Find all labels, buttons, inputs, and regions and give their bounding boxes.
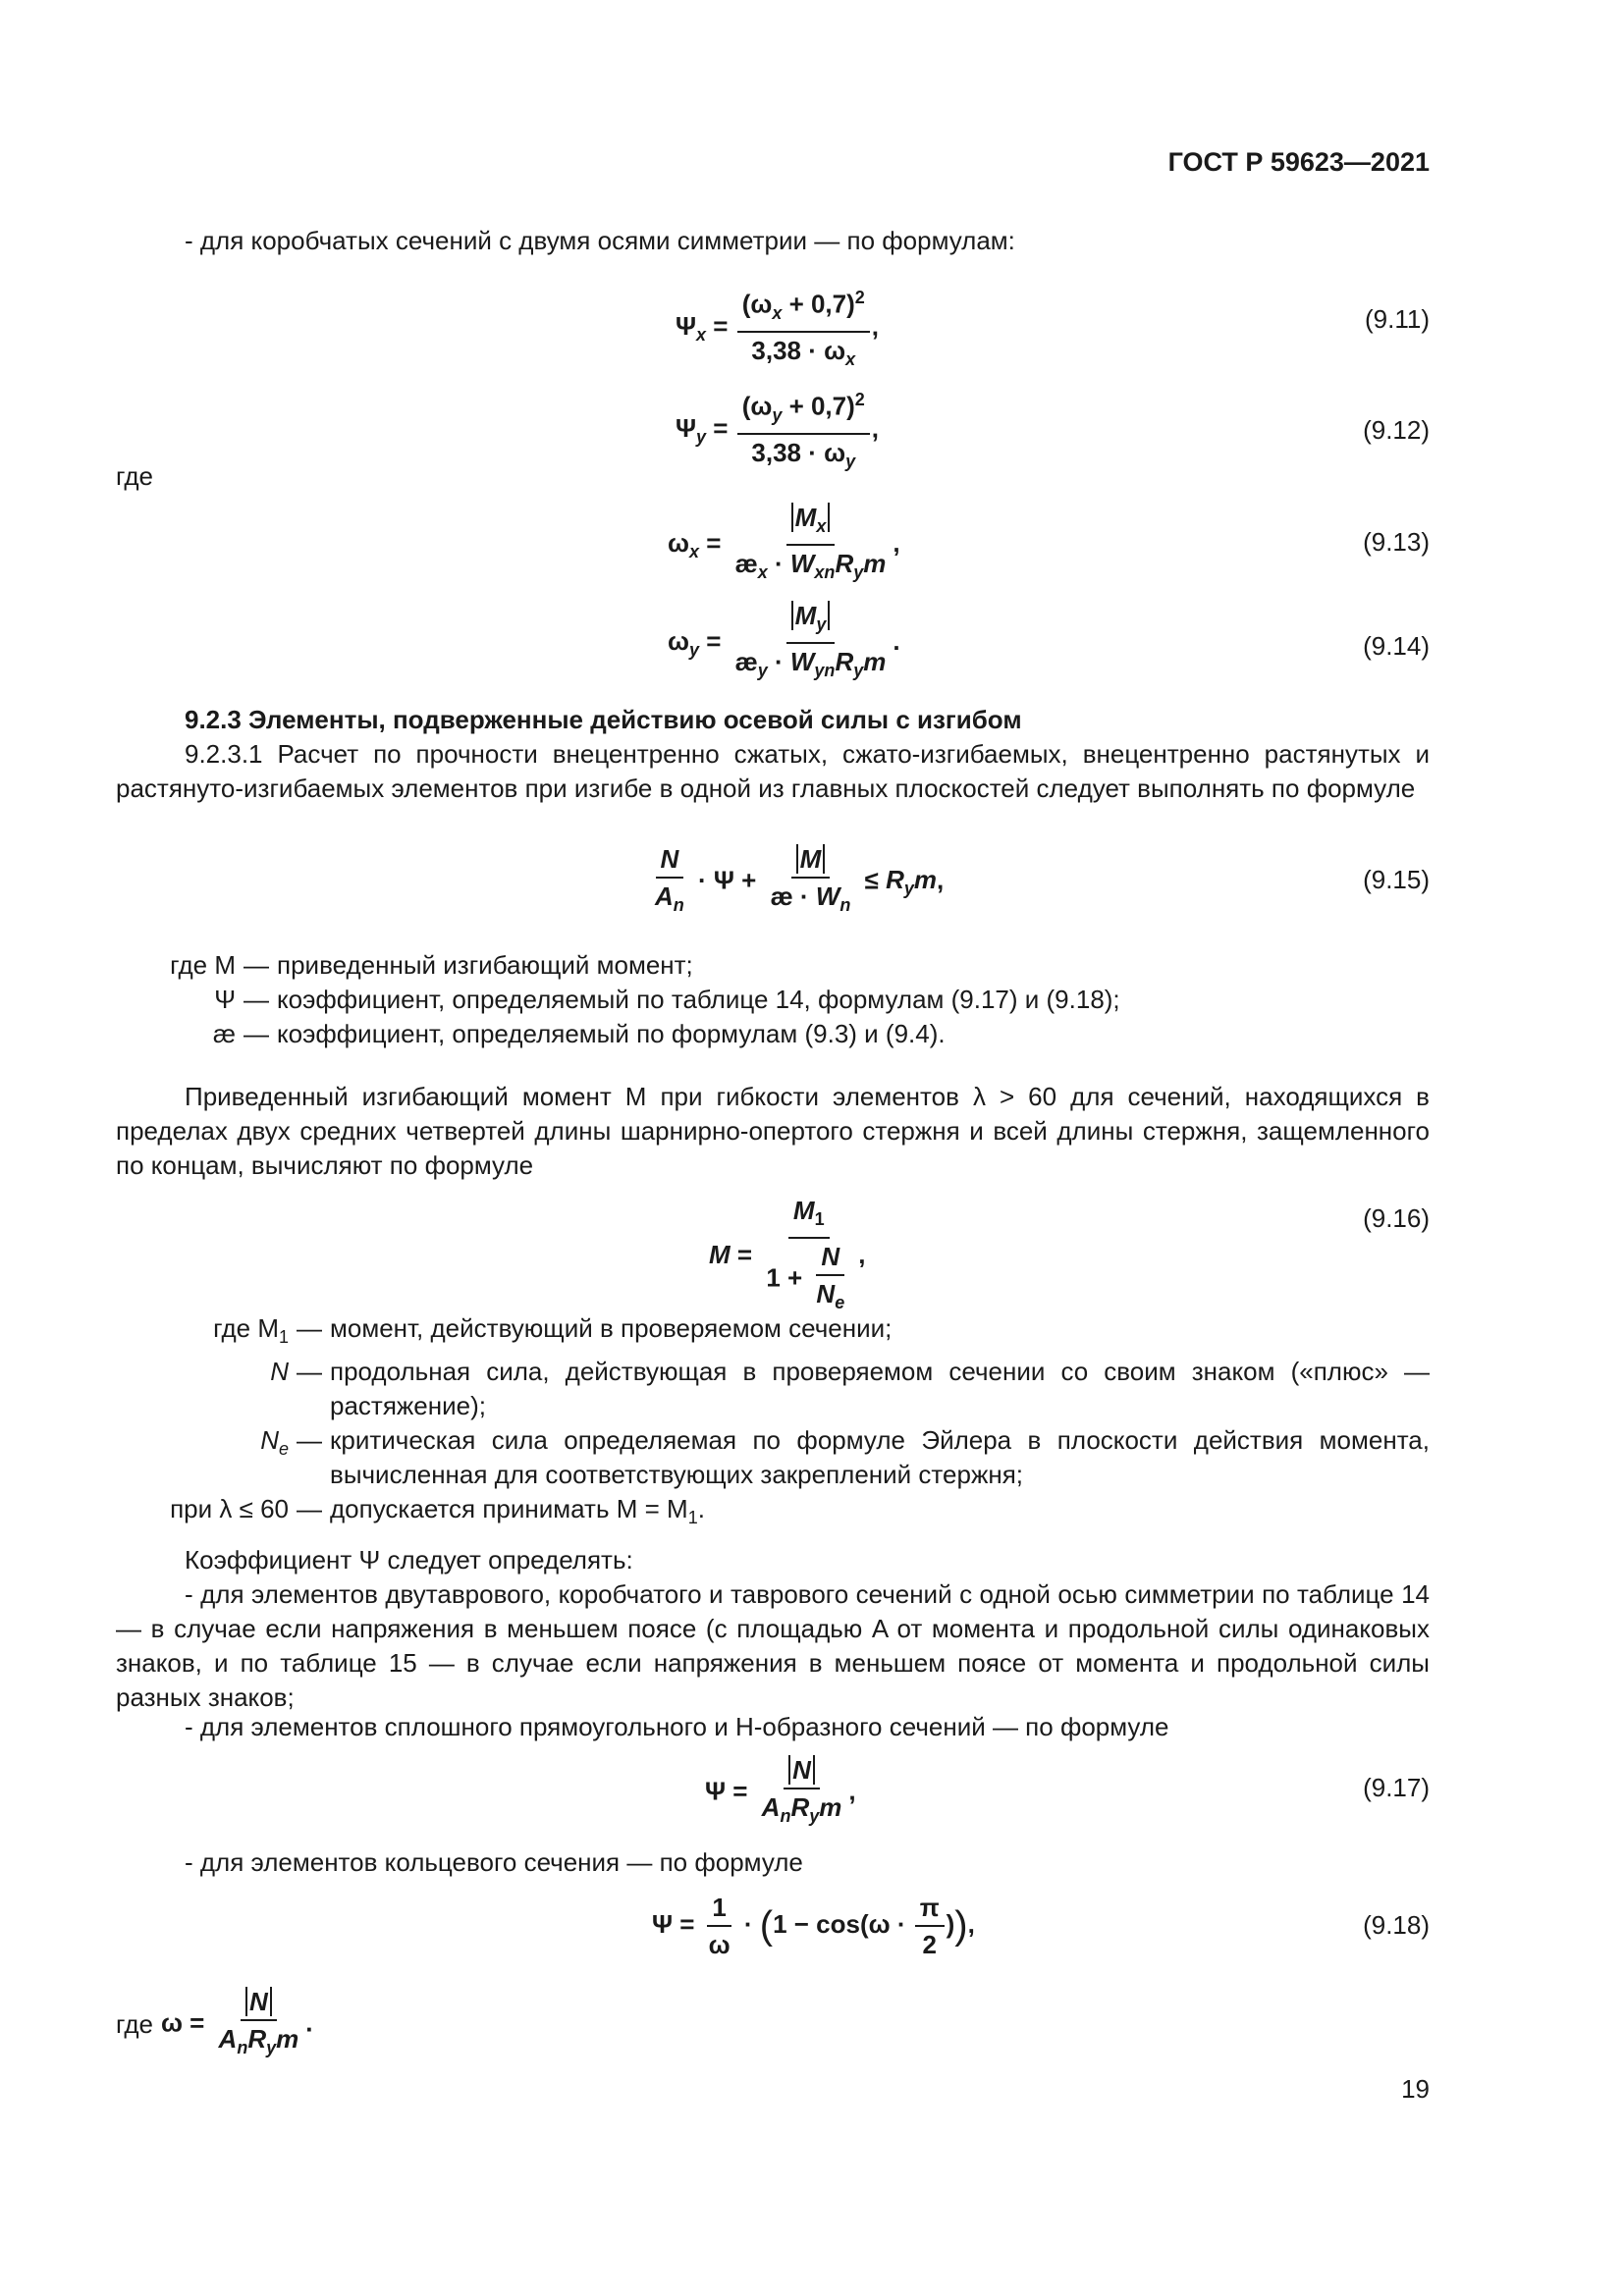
psi-intro: Коэффициент Ψ следует определять:: [185, 1545, 633, 1575]
formula-9-14: $\omega_y$ = $\frac{M_y}{æ_y \cdot W_{yn}R_ym}$ .: [668, 601, 900, 681]
formula-9-18: Ψ = $\frac{1}{\omega}$ · (1 − cos(ω · $\frac{\pi}{2}$ )),: [652, 1893, 975, 1959]
definition-text: коэффициент, определяемый по таблице 14, формулам (9.17) и (9.18);: [277, 985, 1120, 1014]
formula-9-15: $\frac{N}{A_n}$ · Ψ + $\frac{M}{æ \cdot W_n}$ ≤ $R_ym$,: [655, 844, 945, 916]
psi-list-item-3: - для элементов кольцевого сечения — по формуле: [185, 1847, 803, 1877]
equation-number: (9.13): [1363, 527, 1430, 557]
em-dash: —: [297, 1313, 322, 1343]
psi-list-item-1: - для элементов двутаврового, коробчатого и таврового сечений с одной осью симметрии по таблице 14 — в случае если напряжения в меньшем поясе (с площадью A от момента и продольной силы одинаковых знаков, и по таблице 15 — в случае если напряжения в меньшем поясе от момента и продольной силы разных знаков;: [116, 1579, 1430, 1712]
definition-row: [116, 983, 1430, 1017]
definition-text: допускается принимать $M = M_1$.: [330, 1494, 705, 1528]
em-dash: —: [297, 1494, 322, 1524]
em-dash: —: [297, 1425, 322, 1456]
definition-row: [116, 1355, 1430, 1423]
em-dash: —: [244, 950, 269, 980]
section-heading: 9.2.3 Элементы, подверженные действию осевой силы с изгибом: [185, 705, 1022, 734]
definition-row: [116, 1492, 1430, 1535]
equation-number: (9.14): [1363, 631, 1430, 661]
definition-text: приведенный изгибающий момент;: [277, 950, 693, 980]
definition-text: коэффициент, определяемый по формулам (9.3) и (9.4).: [277, 1019, 946, 1048]
formula-9-16: M = $M_1$ 1 + $\frac{N}{N_e}$ ,: [709, 1196, 866, 1313]
equation-number: (9.17): [1363, 1773, 1430, 1802]
definition-text: критическая сила определяемая по формуле Эйлера в плоскости действия момента, вычисленная для соответствующих закреплений стержня;: [330, 1425, 1430, 1490]
definition-row: [116, 1423, 1430, 1492]
definitions-9-15: [116, 948, 1430, 1051]
formula-9-11: $\Psi_x$ = $\frac{(\omega_x + 0,7)^2}{3,38 \cdot \omega_x}$ ,: [676, 283, 879, 374]
page-number: 19: [1401, 2074, 1430, 2104]
intro-box-sections: - для коробчатых сечений с двумя осями симметрии — по формулам:: [185, 226, 1015, 255]
em-dash: —: [244, 1019, 269, 1048]
definition-row: [116, 1017, 1430, 1051]
definitions-9-16: [116, 1311, 1430, 1535]
formula-omega: ω = $\frac{N}{A_nR_ym}$ .: [160, 1987, 313, 2058]
equation-number: (9.18): [1363, 1910, 1430, 1940]
equation-number: (9.11): [1365, 304, 1430, 334]
definition-term: $N_e$: [260, 1425, 289, 1460]
definition-row: [116, 1311, 1430, 1355]
definition-term: Ψ: [214, 985, 236, 1014]
where-label: где: [116, 2009, 153, 2040]
psi-list-item-2: - для элементов сплошного прямоугольного и Н-образного сечений — по формуле: [185, 1712, 1169, 1741]
definition-term: N: [270, 1357, 289, 1387]
formula-9-13: $\omega_x$ = $\frac{M_x}{æ_x \cdot W_{xn}R_ym}$ ,: [668, 503, 900, 583]
equation-number: (9.15): [1363, 865, 1430, 894]
definition-text: момент, действующий в проверяемом сечении;: [330, 1313, 893, 1343]
document-header: ГОСТ Р 59623—2021: [1167, 147, 1430, 177]
paragraph-9-2-3-1: 9.2.3.1 Расчет по прочности внецентренно сжатых, сжато-изгибаемых, внецентренно растянутых и растянуто-изгибаемых элементов при изгибе в одной из главных плоскостей следует выполнять по формуле: [116, 739, 1430, 803]
where-label: где: [116, 461, 153, 491]
omega-definition: [116, 1987, 312, 2062]
definition-text: продольная сила, действующая в проверяемом сечении со своим знаком («плюс» — растяжение);: [330, 1357, 1430, 1421]
definition-row: [116, 948, 1430, 983]
equation-number: (9.12): [1363, 415, 1430, 445]
paragraph-reduced-moment: Приведенный изгибающий момент M при гибкости элементов λ > 60 для сечений, находящихся в пределах двух средних четвертей длины шарнирно-опертого стержня и всей длины стержня, защемленного по концам, вычисляют по формуле: [116, 1082, 1430, 1180]
definition-term: æ: [212, 1019, 236, 1048]
definition-term: где M: [170, 950, 236, 980]
definition-term: где $M_1$: [213, 1313, 289, 1348]
em-dash: —: [244, 985, 269, 1014]
em-dash: —: [297, 1357, 322, 1387]
equation-number: (9.16): [1363, 1203, 1430, 1233]
definition-term: при λ ≤ 60: [170, 1494, 289, 1524]
formula-9-17: Ψ = $\frac{N}{A_nR_ym}$ ,: [705, 1755, 856, 1827]
formula-9-12: $\Psi_y$ = $\frac{(\omega_y + 0,7)^2}{3,38 \cdot \omega_y}$ ,: [676, 385, 879, 476]
